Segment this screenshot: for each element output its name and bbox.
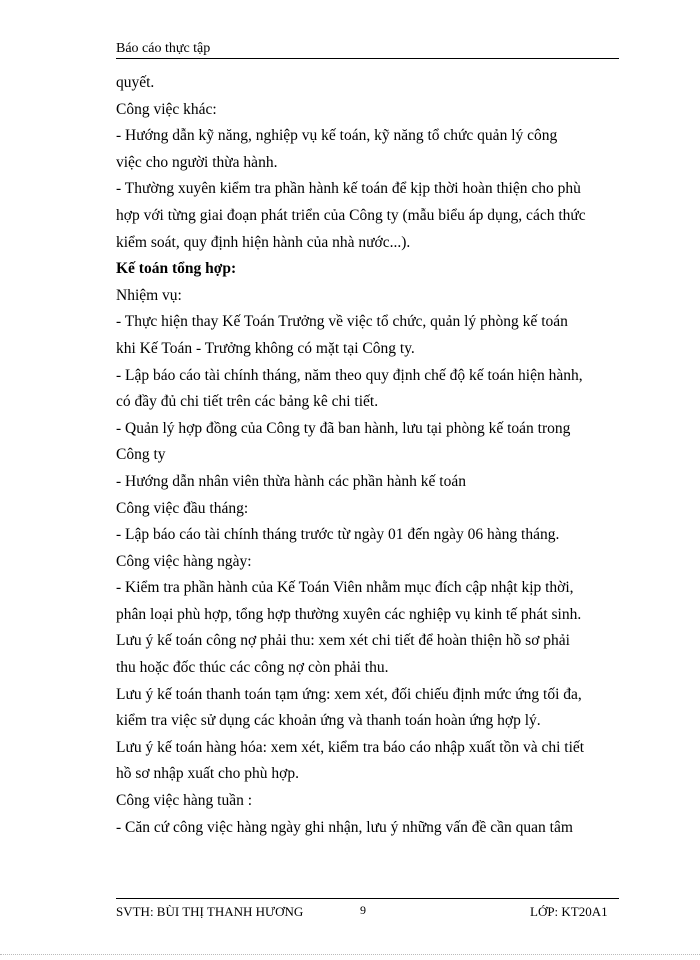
text-line: - Lập báo cáo tài chính tháng, năm theo quy định chế độ kế toán hiện hành, xyxy=(116,366,583,384)
text-line: - Hướng dẫn nhân viên thừa hành các phần hành kế toán xyxy=(116,472,466,490)
text-line: phân loại phù hợp, tổng hợp thường xuyên các nghiệp vụ kinh tế phát sinh. xyxy=(116,605,582,623)
text-line: - Thực hiện thay Kế Toán Trưởng về việc tổ chức, quản lý phòng kế toán xyxy=(116,313,568,331)
page-header: Báo cáo thực tập xyxy=(116,41,211,56)
text-line: hợp với từng giai đoạn phát triển của Công ty (mẫu biểu áp dụng, cách thức xyxy=(116,206,586,224)
text-line: Công việc hàng tuần : xyxy=(116,792,253,810)
text-line: - Căn cứ công việc hàng ngày ghi nhận, lưu ý những vấn đề cần quan tâm xyxy=(116,818,573,836)
text-line: thu hoặc đốc thúc các công nợ còn phải thu. xyxy=(116,659,389,677)
text-line: việc cho người thừa hành. xyxy=(116,153,278,171)
page-bottom-edge xyxy=(0,954,700,955)
text-line: - Lập báo cáo tài chính tháng trước từ ngày 01 đến ngày 06 hàng tháng. xyxy=(116,526,560,544)
document-body xyxy=(116,70,616,841)
section-heading: Kế toán tổng hợp: xyxy=(116,260,237,278)
text-line: Công việc khác: xyxy=(116,100,217,118)
text-line: - Quản lý hợp đồng của Công ty đã ban hành, lưu tại phòng kế toán trong xyxy=(116,419,571,437)
text-line: Lưu ý kế toán hàng hóa: xem xét, kiểm tra báo cáo nhập xuất tồn và chi tiết xyxy=(116,738,585,756)
text-line: kiểm soát, quy định hiện hành của nhà nước...). xyxy=(116,233,411,251)
text-line: Nhiệm vụ: xyxy=(116,286,182,304)
text-line: Công việc hàng ngày: xyxy=(116,552,252,570)
text-line: có đầy đủ chi tiết trên các bảng kê chi tiết. xyxy=(116,393,379,411)
text-line: Công việc đầu tháng: xyxy=(116,499,249,517)
text-line: kiểm tra việc sử dụng các khoản ứng và thanh toán hoàn ứng hợp lý. xyxy=(116,712,541,730)
text-line: Công ty xyxy=(116,446,166,464)
text-line: khi Kế Toán - Trưởng không có mặt tại Công ty. xyxy=(116,339,415,357)
text-line: Lưu ý kế toán thanh toán tạm ứng: xem xét, đối chiếu định mức ứng tối đa, xyxy=(116,685,582,703)
footer-page-number: 9 xyxy=(360,903,366,917)
footer-class: LỚP: KT20A1 xyxy=(530,904,608,919)
text-line: - Kiểm tra phần hành của Kế Toán Viên nhằm mục đích cập nhật kịp thời, xyxy=(116,579,574,597)
header-rule xyxy=(116,58,619,59)
text-line: - Thường xuyên kiểm tra phần hành kế toán để kịp thời hoàn thiện cho phù xyxy=(116,180,581,198)
footer-student: SVTH: BÙI THỊ THANH HƯƠNG xyxy=(116,904,304,919)
footer-rule xyxy=(116,898,619,899)
text-line: quyết. xyxy=(116,74,155,91)
text-line: hồ sơ nhập xuất cho phù hợp. xyxy=(116,765,299,783)
text-line: Lưu ý kế toán công nợ phải thu: xem xét chi tiết để hoàn thiện hồ sơ phải xyxy=(116,632,570,650)
text-line: - Hướng dẫn kỹ năng, nghiệp vụ kế toán, kỹ năng tổ chức quản lý công xyxy=(116,127,558,145)
